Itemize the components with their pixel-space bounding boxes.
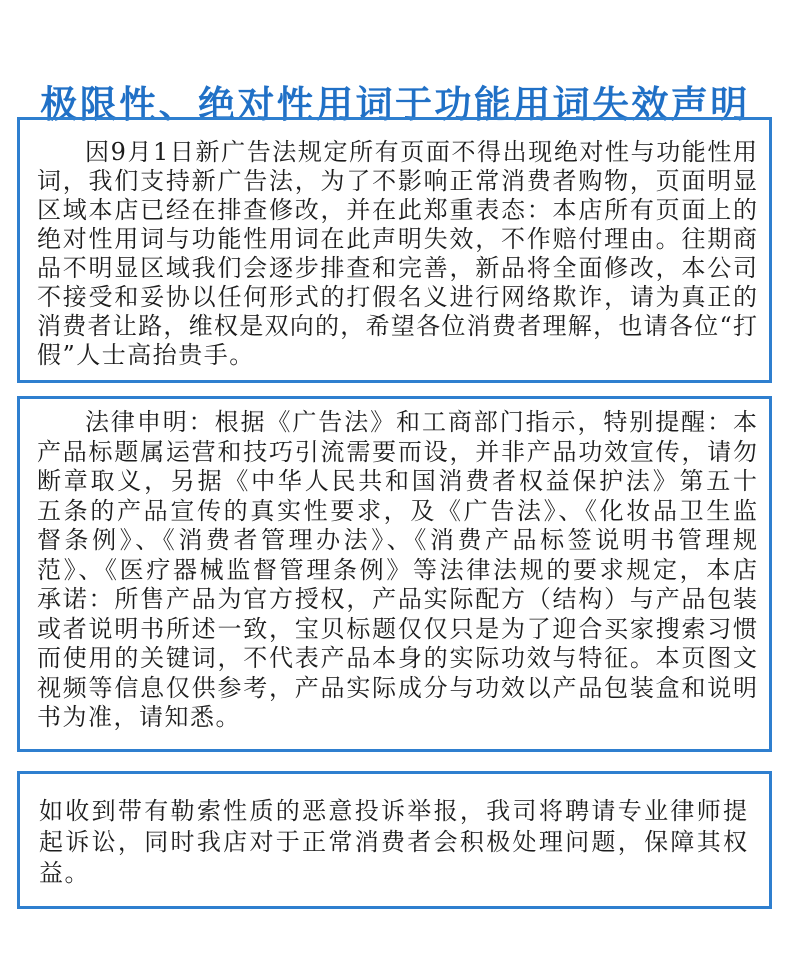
notice-text-line: 起诉讼，同时我店对于正常消费者会积极处理问题，保障其权 <box>39 827 747 856</box>
notice-text-line: 范》、《医疗器械监督管理条例》等法律法规的要求规定，本店 <box>37 555 757 584</box>
notice-text-line: 五条的产品宣传的真实性要求，及《广告法》、《化妆品卫生监 <box>37 496 757 525</box>
complaint-notice <box>17 771 772 909</box>
notice-text-line: 消费者让路，维权是双向的，希望各位消费者理解，也请各位“打 <box>37 312 757 340</box>
notice-text-line: 断章取义，另据《中华人民共和国消费者权益保护法》第五十 <box>37 467 757 495</box>
notice-text-line: 假”人士高抬贵手。 <box>37 341 255 369</box>
notice-text-line: 而使用的关键词，不代表产品本身的实际功效与特征。本页图文 <box>37 644 757 672</box>
notice-text-line: 益。 <box>39 858 90 887</box>
notice-text-line: 视频等信息仅供参考，产品实际成分与功效以产品包装盒和说明 <box>37 673 757 702</box>
notice-text-line: 督条例》、《消费者管理办法》、《消费产品标签说明书管理规 <box>37 526 757 554</box>
notice-text-line: 书为准，请知悉。 <box>37 703 241 731</box>
notice-text-line: 品不明显区域我们会逐步排查和完善，新品将全面修改，本公司 <box>37 254 757 282</box>
notice-text-line: 词，我们支持新广告法，为了不影响正常消费者购物，页面明显 <box>37 167 757 195</box>
notice-text-line: 区域本店已经在排查修改，并在此郑重表态：本店所有页面上的 <box>37 196 757 224</box>
page-title: 极限性、绝对性用词于功能用词失效声明 <box>40 82 750 126</box>
notice-text-line: 法律申明：根据《广告法》和工商部门指示，特别提醒：本 <box>85 408 757 436</box>
legal-statement-notice <box>17 396 772 752</box>
notice-text-line: 承诺：所售产品为官方授权，产品实际配方（结构）与产品包装 <box>37 585 757 613</box>
notice-text-line: 不接受和妥协以任何形式的打假名义进行网络欺诈，请为真正的 <box>37 283 757 311</box>
notice-text-line: 绝对性用词与功能性用词在此声明失效，不作赔付理由。往期商 <box>37 225 757 253</box>
notice-text-line: 产品标题属运营和技巧引流需要而设，并非产品功效宣传，请勿 <box>37 437 757 466</box>
advertising-law-notice <box>17 117 772 383</box>
notice-text-line: 因9月1日新广告法规定所有页面不得出现绝对性与功能性用 <box>85 138 757 166</box>
notice-text-line: 如收到带有勒索性质的恶意投诉举报，我司将聘请专业律师提 <box>39 796 747 825</box>
notice-text-line: 或者说明书所述一致，宝贝标题仅仅只是为了迎合买家搜索习惯 <box>37 614 757 643</box>
